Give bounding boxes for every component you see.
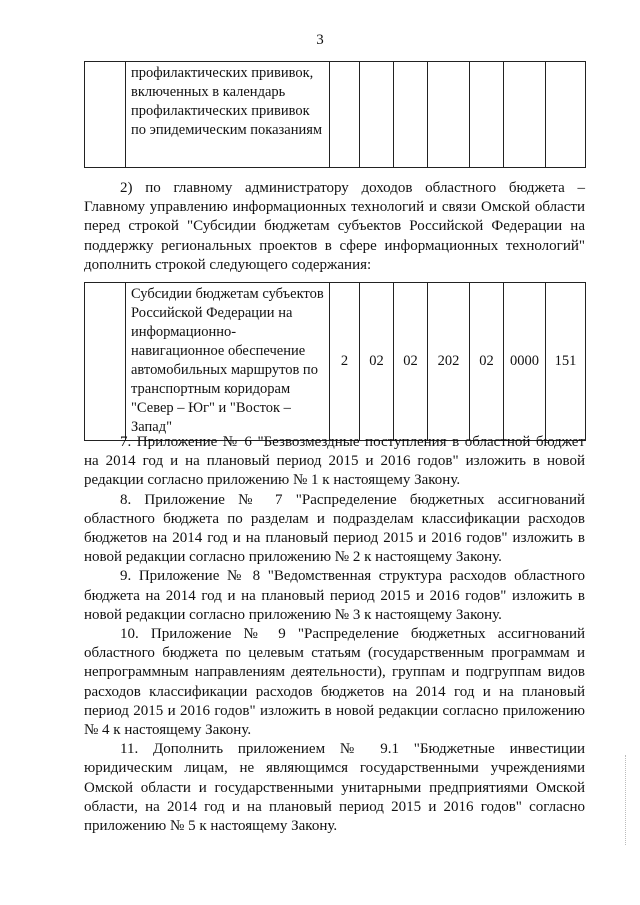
table-cell-blank xyxy=(85,62,126,168)
scan-margin-marks xyxy=(625,755,628,845)
table-row xyxy=(85,283,586,441)
item-7: 7. Приложение № 6 "Безвозмездные поступления в областной бюджет на 2014 год и на плановый период 2015 и 2016 годов" изложить в новой редакции согласно приложению № 1 к настоящему Закону. xyxy=(84,434,585,489)
item-11: 11. Дополнить приложением № 9.1 "Бюджетные инвестиции юридическим лицам, не являющимся государственными учреждениями Омской области и государственными унитарными предприятиями Омской области, на 2014 год и на плановый период 2015 и 2016 годов" согласно приложению № 5 к настоящему Закону. xyxy=(84,741,585,835)
page-number: 3 xyxy=(316,32,324,48)
item-8: 8. Приложение № 7 "Распределение бюджетных ассигнований областного бюджета по разделам и подразделам классификации расходов бюджетов на 2014 год и на плановый период 2015 и 2016 годов" изложить в новой редакции согласно приложению № 2 к настоящему Закону. xyxy=(84,491,585,566)
table-cell-blank xyxy=(85,283,126,441)
code-cell: 02 xyxy=(394,283,428,441)
code-cell: 0000 xyxy=(504,283,546,441)
amendment-items xyxy=(84,433,585,836)
code-cell xyxy=(394,62,428,168)
table-revenue-fragment xyxy=(84,61,586,168)
code-cell: 02 xyxy=(360,283,394,441)
code-cell xyxy=(330,62,360,168)
item-10: 10. Приложение № 9 "Распределение бюджетных ассигнований областного бюджета по целевым статьям (государственным программам и непрограммным направлениям деятельности), группам и подгруппам видов расходов классификации расходов бюджетов на 2014 год и на плановый период 2015 и 2016 годов" изложить в новой редакции согласно приложению № 4 к настоящему Закону. xyxy=(84,626,585,739)
revenue-name-cell: Субсидии бюджетам субъектов Российской Федерации на информационно-навигационное обеспечение автомобильных маршрутов по транспортным коридорам "Север – Юг" и "Восток – Запад" xyxy=(126,283,330,441)
code-cell xyxy=(360,62,394,168)
code-cell xyxy=(428,62,470,168)
code-cell: 02 xyxy=(470,283,504,441)
code-cell: 2 xyxy=(330,283,360,441)
code-cell xyxy=(504,62,546,168)
item-9: 9. Приложение № 8 "Ведомственная структура расходов областного бюджета на 2014 год и на плановый период 2015 и 2016 годов" изложить в новой редакции согласно приложению № 3 к настоящему Закону. xyxy=(84,568,585,623)
code-cell: 151 xyxy=(546,283,586,441)
revenue-name-cell: профилактических прививок, включенных в календарь профилактических прививок по эпидемическим показаниям xyxy=(126,62,330,168)
code-cell xyxy=(546,62,586,168)
table-new-revenue-line xyxy=(84,282,586,441)
paragraph-text: 2) по главному администратору доходов областного бюджета – Главному управлению информационных технологий и связи Омской области перед строкой "Субсидии бюджетам субъектов Российской Федерации на поддержку региональных проектов в сфере информационных технологий" дополнить строкой следующего содержания: xyxy=(84,180,585,273)
code-cell xyxy=(470,62,504,168)
paragraph-2 xyxy=(84,179,585,275)
table-row xyxy=(85,62,586,168)
code-cell: 202 xyxy=(428,283,470,441)
